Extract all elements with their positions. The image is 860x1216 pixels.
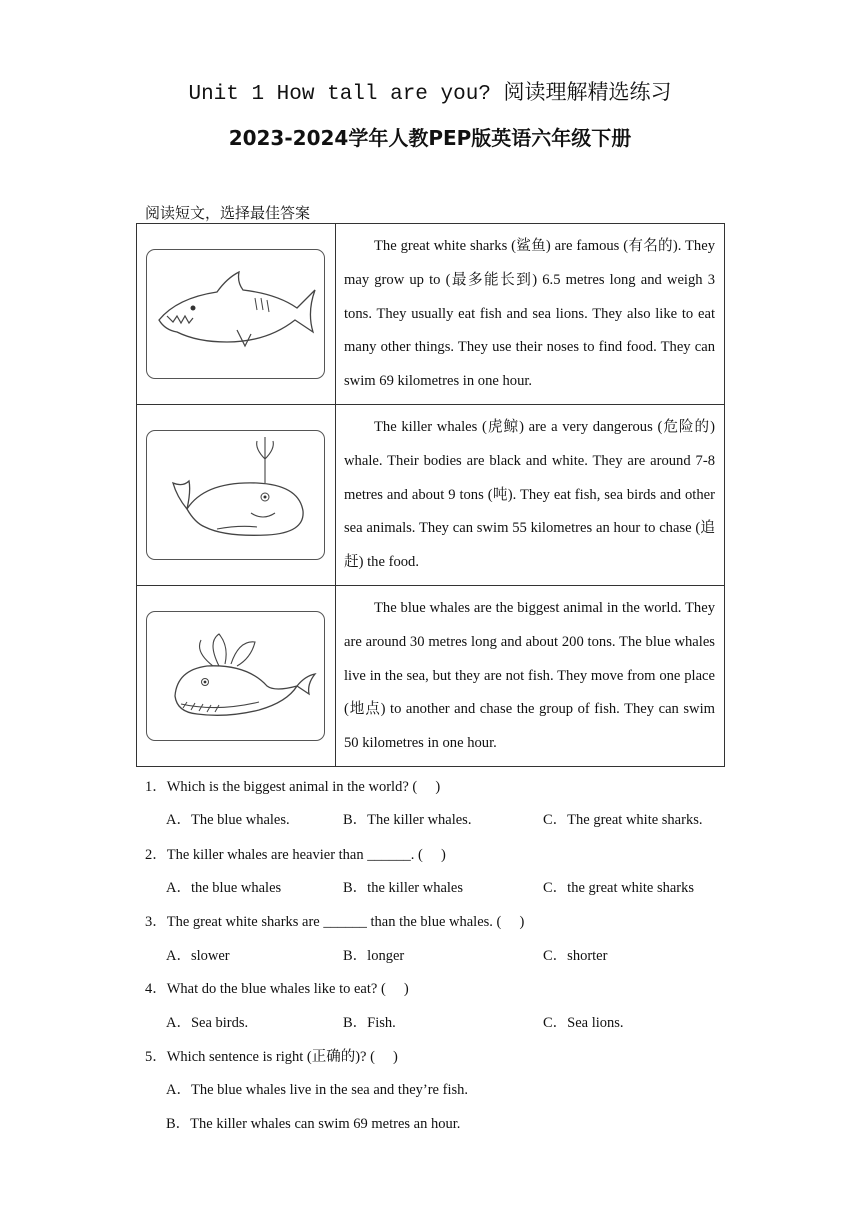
question-4: 4．What do the blue whales like to eat? ( ) xyxy=(145,981,409,997)
option-4c: C．Sea lions. xyxy=(543,1015,624,1031)
passage-text: The blue whales are the biggest animal in the world. They are around 30 metres long and about 200 tons. The blue whales live in the sea, but they are not fish. They move from one place (地点) to another and chase the group of fish. They can swim 50 kilometres in one hour. xyxy=(336,586,725,767)
option-1c: C．The great white sharks. xyxy=(543,812,703,828)
question-3: 3．The great white sharks are ______ than the blue whales. ( ) xyxy=(145,914,525,930)
killer-whale-icon xyxy=(146,430,325,560)
option-3b: B．longer xyxy=(343,948,405,964)
instruction-text: 阅读短文，选择最佳答案 xyxy=(145,206,311,222)
picture-cell xyxy=(137,586,336,767)
worksheet-title: Unit 1 How tall are you? 阅读理解精选练习 xyxy=(188,83,672,106)
worksheet-subtitle: 2023-2024学年人教PEP版英语六年级下册 xyxy=(228,126,632,150)
option-1a: A．The blue whales. xyxy=(166,812,290,828)
passage-text: The great white sharks (鲨鱼) are famous (有名的). They may grow up to (最多能长到) 6.5 metres long and weigh 3 tons. They usually eat fish and sea lions. They also like to eat many other things. They use their noses to find food. They can swim 69 kilometres in one hour. xyxy=(336,224,725,405)
option-1b: B．The killer whales. xyxy=(343,812,472,828)
option-5b: B．The killer whales can swim 69 metres an hour. xyxy=(166,1116,461,1132)
option-3c: C．shorter xyxy=(543,948,608,964)
option-4a: A．Sea birds. xyxy=(166,1015,249,1031)
blue-whale-icon xyxy=(146,611,325,741)
reading-table xyxy=(136,223,725,767)
option-4b: B．Fish. xyxy=(343,1015,396,1031)
question-1: 1．Which is the biggest animal in the world? ( ) xyxy=(145,779,441,795)
question-5: 5．Which sentence is right (正确的)? ( ) xyxy=(145,1049,398,1065)
question-2: 2．The killer whales are heavier than ______. ( ) xyxy=(145,847,446,863)
picture-cell xyxy=(137,405,336,586)
option-2b: B．the killer whales xyxy=(343,880,464,896)
shark-icon xyxy=(146,249,325,379)
passage-row xyxy=(137,405,725,586)
option-5a: A．The blue whales live in the sea and they’re fish. xyxy=(166,1082,468,1098)
passage-row xyxy=(137,224,725,405)
passage-row xyxy=(137,586,725,767)
option-2a: A．the blue whales xyxy=(166,880,282,896)
passage-text: The killer whales (虎鲸) are a very dangerous (危险的) whale. Their bodies are black and white. They are around 7-8 metres and about 9 tons (吨). They eat fish, sea birds and other sea animals. They can swim 55 kilometres an hour to chase (追赶) the food. xyxy=(336,405,725,586)
option-3a: A．slower xyxy=(166,948,230,964)
option-2c: C．the great white sharks xyxy=(543,880,695,896)
picture-cell xyxy=(137,224,336,405)
